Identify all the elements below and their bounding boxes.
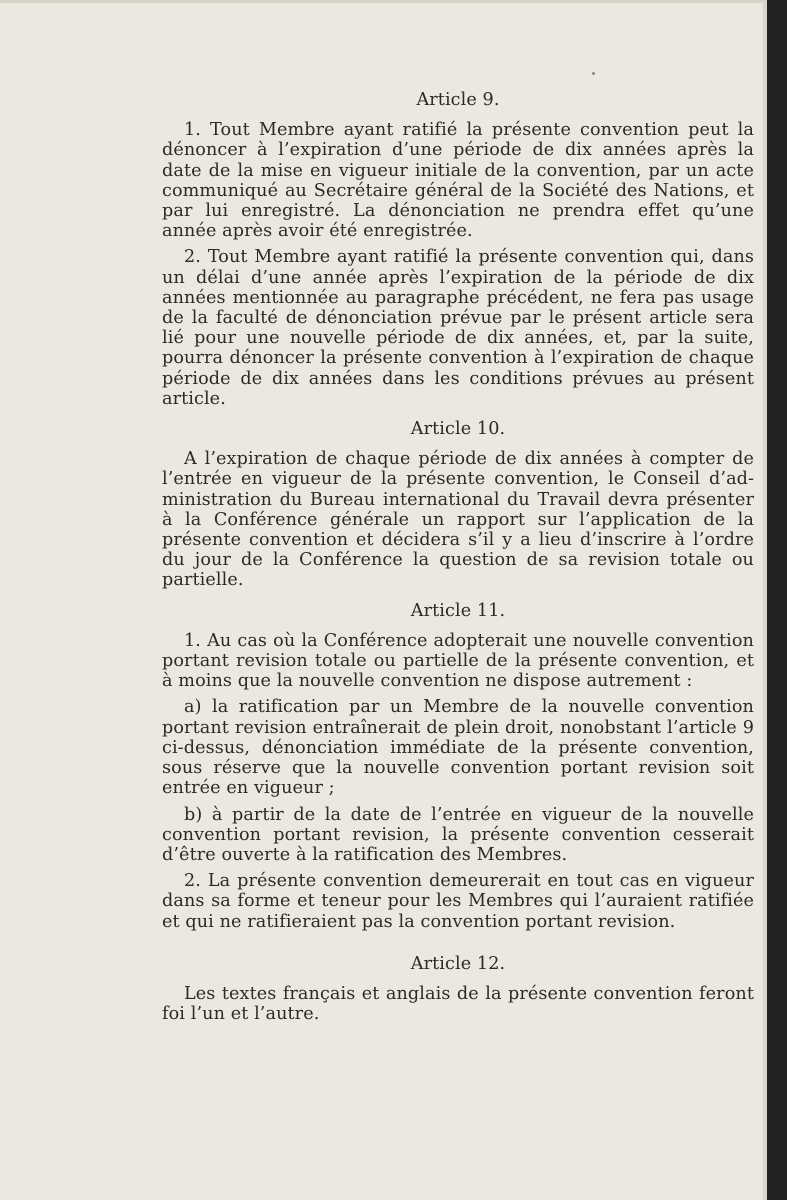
article-10-heading: Article 10. — [410, 419, 506, 440]
article-9-paragraph-2: 2. Tout Membre ayant ratifié la présente convention qui, dans un délai d’une année après l’expiration de la période de dix années mentionnée au paragraphe précédent, ne fera pas usage de la faculté de dénonciation prévue par le présent article sera lié pour une nouvelle période de dix années, et, par la suite, pourra dénoncer la présente convention à l’expiration de chaque période de dix années dans les conditions prévues au présent article. — [162, 247, 754, 409]
page-top-edge — [0, 0, 787, 3]
article-11-item-b: b) à partir de la date de l’entrée en vigueur de la nouvelle convention portant revision, la présente convention cesserait d’être ouverte à la ratification des Membres. — [162, 804, 754, 865]
article-12-heading: Article 12. — [410, 953, 506, 974]
article-12-paragraph-1: Les textes français et anglais de la présente convention feront foi l’un et l’autre. — [162, 983, 754, 1025]
article-11-paragraph-1: 1. Au cas où la Conférence adopterait une nouvelle convention portant revision totale ou partielle de la présente convention, et à moins que la nouvelle convention ne dispose autrement : — [162, 630, 754, 692]
article-9-heading: Article 9. — [416, 90, 500, 110]
scan-border — [767, 0, 787, 1200]
article-11-paragraph-2: 2. La présente convention demeurerait en tout cas en vigueur dans sa forme et teneur pour les Membres qui l’auraient ratifiée et qui ne ratifieraient pas la convention portant revision. — [162, 871, 754, 932]
article-11-heading: Article 11. — [410, 600, 506, 621]
article-10-paragraph-1: A l’expiration de chaque période de dix années à compter de l’entrée en vigueur de la présente convention, le Conseil d’administration du Bureau international du Travail devra présenter à la Conférence générale un rapport sur l’application de la présente convention et décidera s’il y a lieu d’inscrire à l’ordre du jour de la Conférence la question de sa revision totale ou partielle. — [162, 449, 754, 591]
article-9-paragraph-1: 1. Tout Membre ayant ratifié la présente convention peut la dénoncer à l’expiration d’une période de dix années après la date de la mise en vigueur initiale de la convention, par un acte communiqué au Secrétaire général de la Société des Nations, et par lui enregistré. La dénonciation ne prendra effet qu’une année après avoir été enregistrée. — [162, 120, 754, 242]
article-11-item-a: a) la ratification par un Membre de la nouvelle convention portant revision entraînerait de plein droit, nonobstant l’article 9 ci-dessus, dénonciation immédiate de la présente convention, sous réserve que la nouvelle convention portant revision soit entrée en vigueur ; — [162, 697, 754, 799]
paper-speck — [592, 72, 595, 75]
document-body — [162, 90, 754, 1024]
